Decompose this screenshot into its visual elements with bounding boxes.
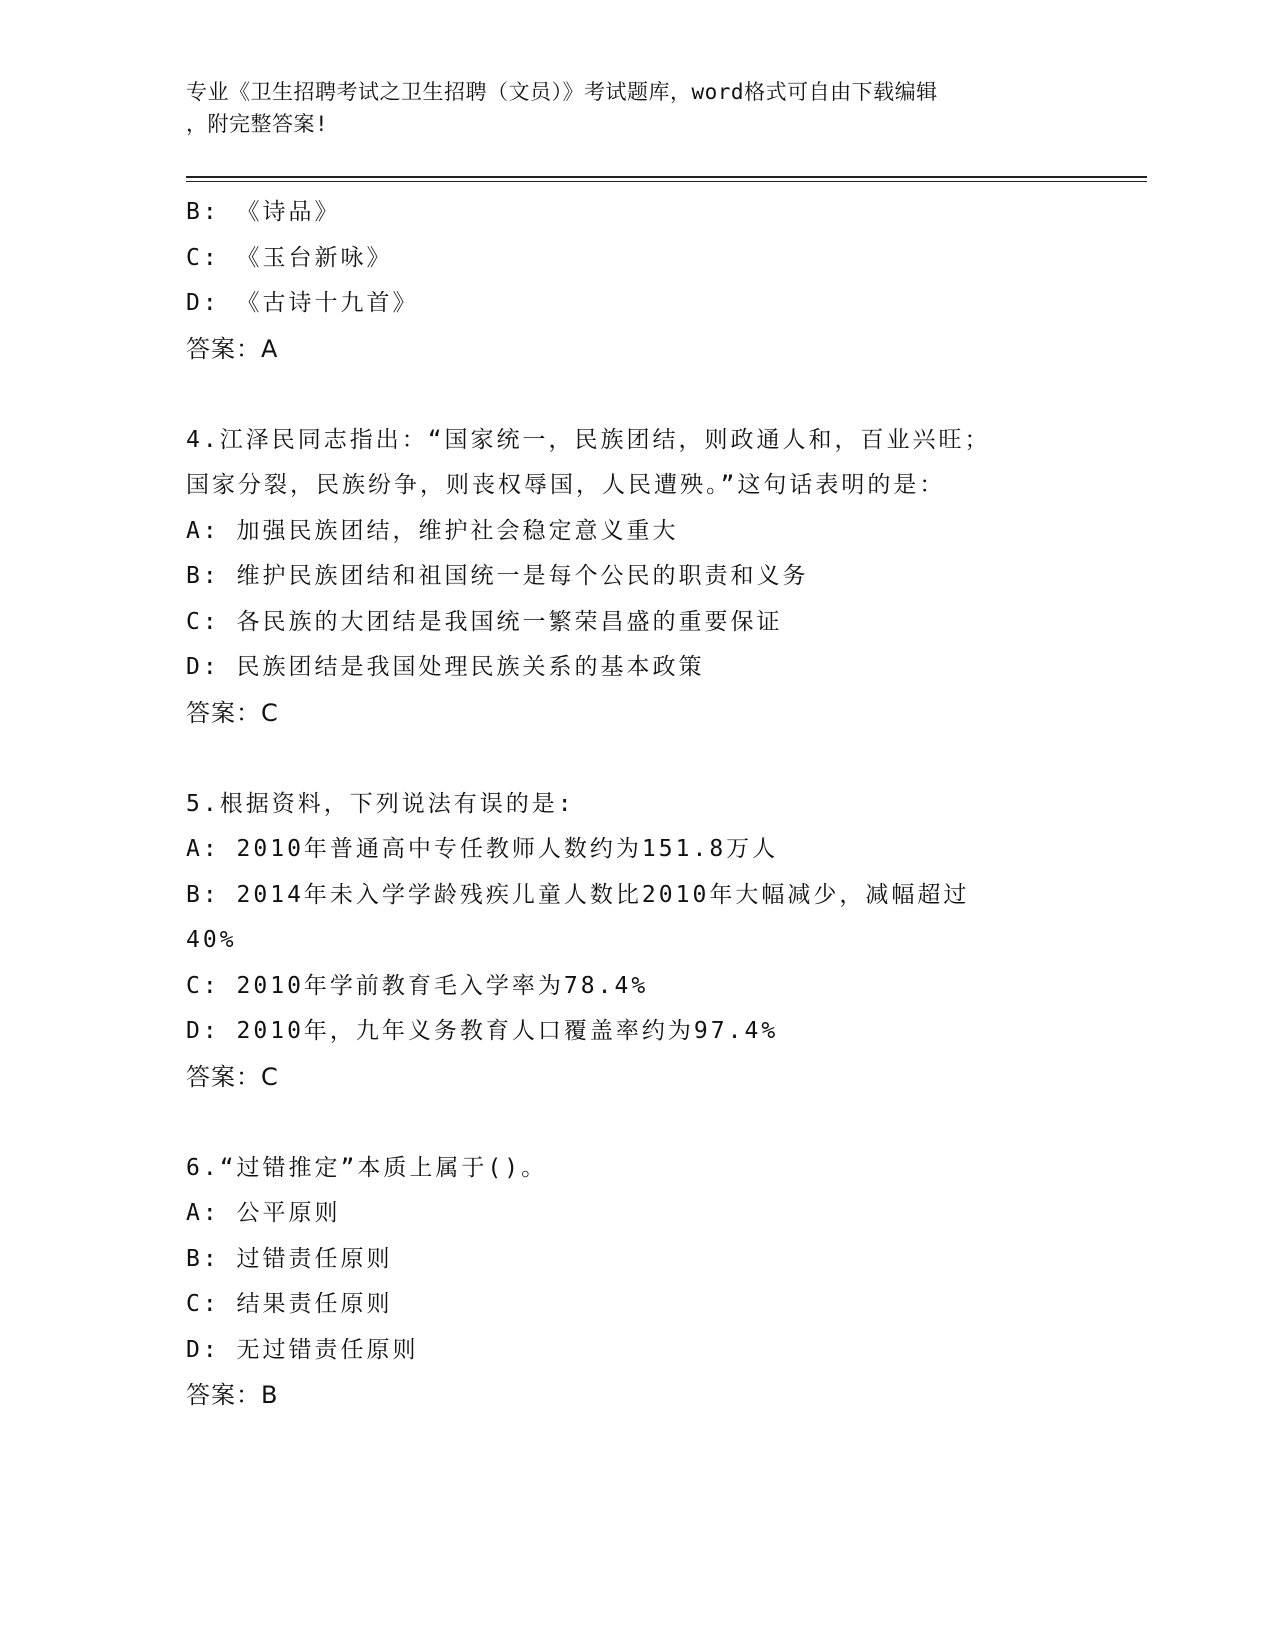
option-c: C: 各民族的大团结是我国统一繁荣昌盛的重要保证 (186, 608, 783, 635)
question-stem-continued: 国家分裂，民族纷争，则丧权辱国，人民遭殃。”这句话表明的是： (186, 472, 946, 498)
option-b: B: 维护民族团结和祖国统一是每个公民的职责和义务 (186, 563, 809, 589)
spacer (186, 1100, 1086, 1146)
question-stem: 4.江泽民同志指出：“国家统一，民族团结，则政通人和，百业兴旺； (186, 426, 991, 453)
option-b-continued: 40% (186, 927, 237, 953)
question-stem: 6.“过错推定”本质上属于()。 (186, 1154, 548, 1181)
question-stem: 5.根据资料，下列说法有误的是: (186, 790, 575, 817)
option-a: A: 公平原则 (186, 1200, 341, 1226)
answer: 答案：C (186, 698, 279, 727)
spacer (186, 736, 1086, 782)
question-3 (186, 190, 1086, 372)
option-a: A: 加强民族团结，维护社会稳定意义重大 (186, 517, 679, 544)
option-c: C: 《玉台新咏》 (186, 244, 393, 271)
option-d: D: 无过错责任原则 (186, 1336, 419, 1363)
option-c: C: 2010年学前教育毛入学率为78.4% (186, 972, 649, 999)
option-c: C: 结果责任原则 (186, 1291, 393, 1317)
document-header (186, 76, 1086, 140)
document-body (186, 190, 1086, 1419)
header-title-line-2: ，附完整答案! (186, 112, 329, 136)
answer: 答案：C (186, 1062, 279, 1091)
question-5 (186, 782, 1086, 1101)
option-b: B: 2014年未入学学龄残疾儿童人数比2010年大幅减少，减幅超过 (186, 881, 970, 908)
option-d: D: 民族团结是我国处理民族关系的基本政策 (186, 654, 705, 680)
answer: 答案：B (186, 1381, 279, 1409)
question-6 (186, 1146, 1086, 1419)
spacer (186, 372, 1086, 418)
option-d: D: 《古诗十九首》 (186, 290, 419, 316)
answer: 答案：A (186, 334, 279, 363)
header-divider-thick (186, 176, 1147, 178)
option-b: B: 《诗品》 (186, 199, 341, 225)
header-divider-thin (186, 181, 1147, 182)
option-b: B: 过错责任原则 (186, 1245, 393, 1272)
question-4 (186, 418, 1086, 737)
header-title-line-1: 专业《卫生招聘考试之卫生招聘（文员）》考试题库，word格式可自由下载编辑 (186, 80, 938, 104)
option-a: A: 2010年普通高中专任教师人数约为151.8万人 (186, 836, 779, 862)
option-d: D: 2010年，九年义务教育人口覆盖率约为97.4% (186, 1018, 779, 1044)
